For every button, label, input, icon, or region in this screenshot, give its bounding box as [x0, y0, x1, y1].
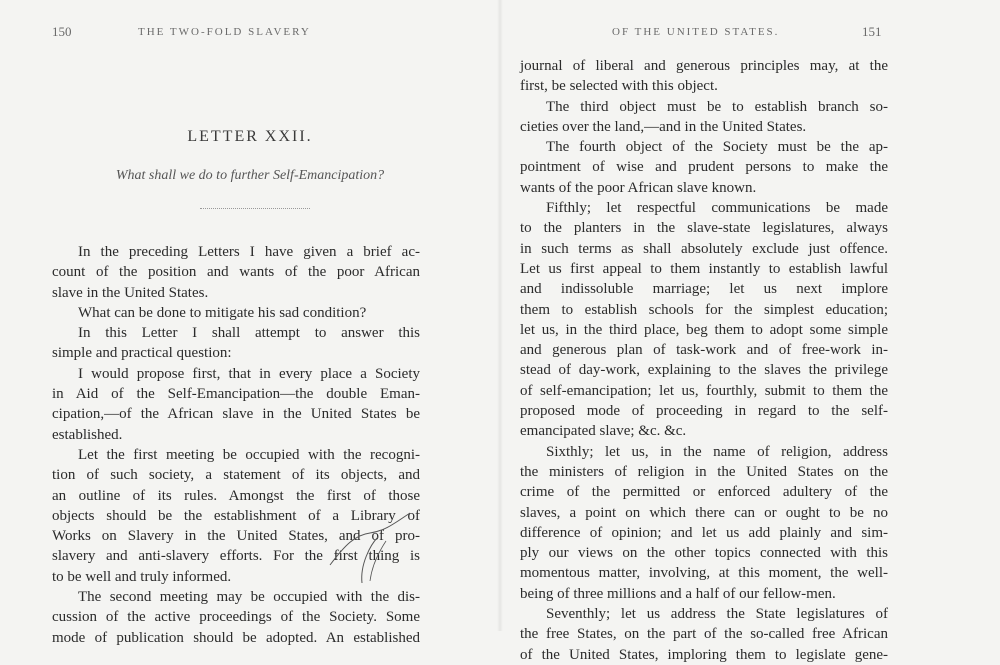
text-line: in Aid of the Self-Emancipation—the double Eman- — [52, 386, 420, 403]
text-line: cussion of the active proceedings of the Society. Some — [52, 609, 420, 626]
text-line: established. — [52, 426, 123, 443]
text-line: let us, in the third place, beg them to adopt some simple — [520, 321, 888, 338]
text-line: cipation,—of the African slave in the United States be — [52, 406, 420, 423]
text-line: journal of liberal and generous principles may, at the — [520, 58, 888, 74]
letter-title: LETTER XXII. — [187, 128, 313, 145]
text-line: an outline of its rules. Amongst the first of those — [52, 487, 420, 504]
text-line: ply our views on the other topics connected with this — [520, 545, 888, 562]
text-line: and indissoluble marriage; let us next implore — [520, 281, 888, 298]
text-line: to the planters in the slave-state legislatures, always — [520, 220, 888, 237]
text-line: cieties over the land,—and in the United States. — [520, 118, 807, 135]
text-line: count of the position and wants of the poor African — [52, 264, 420, 281]
text-line: slave in the United States. — [52, 284, 209, 301]
section-divider — [200, 208, 310, 209]
text-line: tion of such society, a statement of its objects, and — [52, 467, 420, 484]
text-line: The second meeting may be occupied with the dis- — [78, 589, 420, 606]
text-line: first, be selected with this object. — [520, 78, 718, 95]
left-page — [0, 0, 500, 646]
right-running-head: OF THE UNITED STATES. — [612, 26, 780, 38]
left-page-number: 150 — [52, 24, 72, 39]
text-line: simple and practical question: — [52, 345, 232, 362]
text-line: slavery and anti-slavery efforts. For the first thing is — [52, 548, 420, 565]
text-line: of the United States, imploring them to legislate gene- — [520, 646, 888, 663]
text-line: proposed mode of proceeding in regard to the self- — [520, 403, 888, 420]
left-running-head: THE TWO-FOLD SLAVERY — [138, 26, 311, 38]
pencil-scribble-mark — [300, 505, 430, 585]
text-line: emancipated slave; &c. &c. — [520, 423, 687, 440]
text-line: Let us first appeal to them instantly to establish lawful — [520, 260, 888, 277]
text-line: momentous matter, involving, at this moment, the well- — [520, 565, 888, 582]
text-line: and generous plan of task-work and of free-work in- — [520, 342, 888, 359]
text-line: pointment of wise and prudent persons to make the — [520, 159, 888, 176]
text-line: mode of publication should be adopted. An established — [52, 629, 420, 646]
right-page-number: 151 — [862, 24, 882, 39]
text-line: them to establish schools for the simplest education; — [520, 301, 888, 318]
right-page-body — [520, 56, 888, 665]
text-line: Fifthly; let respectful communications be made — [546, 200, 888, 217]
text-line: in such terms as shall absolutely exclude just offence. — [520, 240, 888, 257]
text-line: In the preceding Letters I have given a brief ac- — [78, 244, 420, 260]
text-line: the ministers of religion in the United States on the — [520, 463, 888, 480]
text-line: crime of the permitted or enforced adultery of the — [520, 484, 888, 501]
text-line: stead of day-work, explaining to the slaves the privilege — [520, 362, 888, 379]
text-line: wants of the poor African slave known. — [520, 179, 757, 196]
text-line: I would propose first, that in every place a Society — [78, 365, 420, 382]
text-line: to be well and truly informed. — [52, 568, 232, 585]
text-line: objects should be the establishment of a Library of — [52, 507, 420, 524]
text-line: slaves, a point on which there can or ought to be no — [520, 504, 888, 521]
letter-subtitle: What shall we do to further Self-Emancipation? — [115, 168, 385, 183]
text-line: Seventhly; let us address the State legislatures of — [546, 606, 888, 623]
text-line: What can be done to mitigate his sad condition? — [78, 304, 367, 321]
text-line: of self-emancipation; let us, fourthly, submit to them the — [520, 382, 888, 399]
text-line: difference of opinion; and let us add plainly and sim- — [520, 524, 888, 541]
text-line: the free States, on the part of the so-called free African — [520, 626, 888, 643]
left-page-body — [52, 242, 420, 648]
text-line: Let the first meeting be occupied with the recogni- — [78, 446, 420, 463]
text-line: being of three millions and a half of our fellow-men. — [520, 585, 836, 602]
text-line: Works on Slavery in the United States, and of pro- — [52, 528, 420, 545]
text-line: In this Letter I shall attempt to answer this — [78, 325, 420, 342]
text-line: The fourth object of the Society must be the ap- — [546, 139, 888, 156]
text-line: Sixthly; let us, in the name of religion, address — [546, 443, 888, 460]
text-line: The third object must be to establish branch so- — [546, 98, 888, 115]
